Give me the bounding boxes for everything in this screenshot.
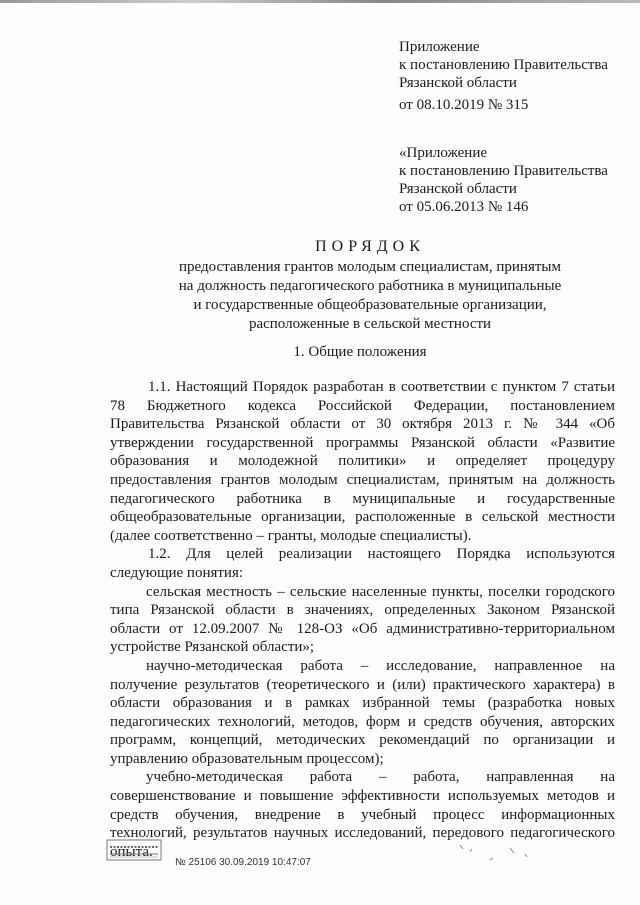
document-body [110, 378, 615, 861]
subtitle-line: предоставления грантов молодым специалистам, принятым [179, 259, 561, 275]
appendix-original [399, 144, 608, 216]
paragraph-1-1: 1.1. Настоящий Порядок разработан в соответствии с пунктом 7 статьи 78 Бюджетного кодекса Российской Федерации, постановлением Правительства Рязанской области от 30 октября 2013 г. № 344 «Об утверждении государственной программы Рязанской области «Развитие образования и молодежной политики» и определяет процедуру предоставления грантов молодым специалистам, принятым на должность педагогического работника в муниципальные и государственные общеобразовательные организации, расположенные в сельской местности (далее соответственно – гранты, молодые специалисты). [110, 379, 615, 544]
definition-scientific-work: научно-методическая работа – исследование, направленное на получение результатов (теоретического и (или) практического характера) в области образования и в рамках избранной темы (разработка новых педагогических технологий, методов, форм и средств обучения, авторских программ, концепций, методических рекомендаций по организации и управлению образовательным процессом); [110, 657, 615, 767]
appendix-date-number: от 08.10.2019 № 315 [399, 97, 529, 113]
appendix-region-line: Рязанской области [399, 75, 517, 91]
paragraph-1-2: 1.2. Для целей реализации настоящего Порядка используются следующие понятия: [110, 546, 615, 581]
document-subtitle [0, 258, 640, 334]
appendix-region-line: Рязанской области [399, 181, 517, 197]
document-title: ПОРЯДОК [315, 238, 425, 255]
subtitle-line: на должность педагогического работника в муниципальные [178, 278, 562, 294]
subtitle-line: и государственные общеобразовательные организации, [193, 297, 547, 313]
scan-edge [0, 0, 640, 3]
appendix-current [399, 38, 608, 114]
registration-stamp [106, 838, 162, 862]
section-heading: 1. Общие положения [293, 344, 427, 360]
scan-marks [450, 840, 550, 870]
appendix-label: «Приложение [399, 145, 488, 161]
definition-rural-area: сельская местность – сельские населенные пункты, поселки городского типа Рязанской области в значениях, определенных Законом Рязанской области от 12.09.2007 № 128-ОЗ «Об административно-территориальном устройстве Рязанской области»; [110, 583, 615, 656]
appendix-label: Приложение [399, 39, 480, 55]
appendix-date-number: от 05.06.2013 № 146 [399, 199, 529, 215]
subtitle-line: расположенные в сельской местности [248, 316, 492, 332]
definition-educational-work: учебно-методическая работа – работа, направленная на совершенствование и повышение эффективности используемых методов и средств обучения, внедрение в учебный процесс информационных технологий, результатов научных исследований, передового педагогического опыта. [110, 769, 615, 860]
appendix-decree-line: к постановлению Правительства [399, 57, 608, 73]
appendix-decree-line: к постановлению Правительства [399, 163, 608, 179]
registration-footer: № 25106 30.09.2019 10:47:07 [175, 857, 311, 868]
